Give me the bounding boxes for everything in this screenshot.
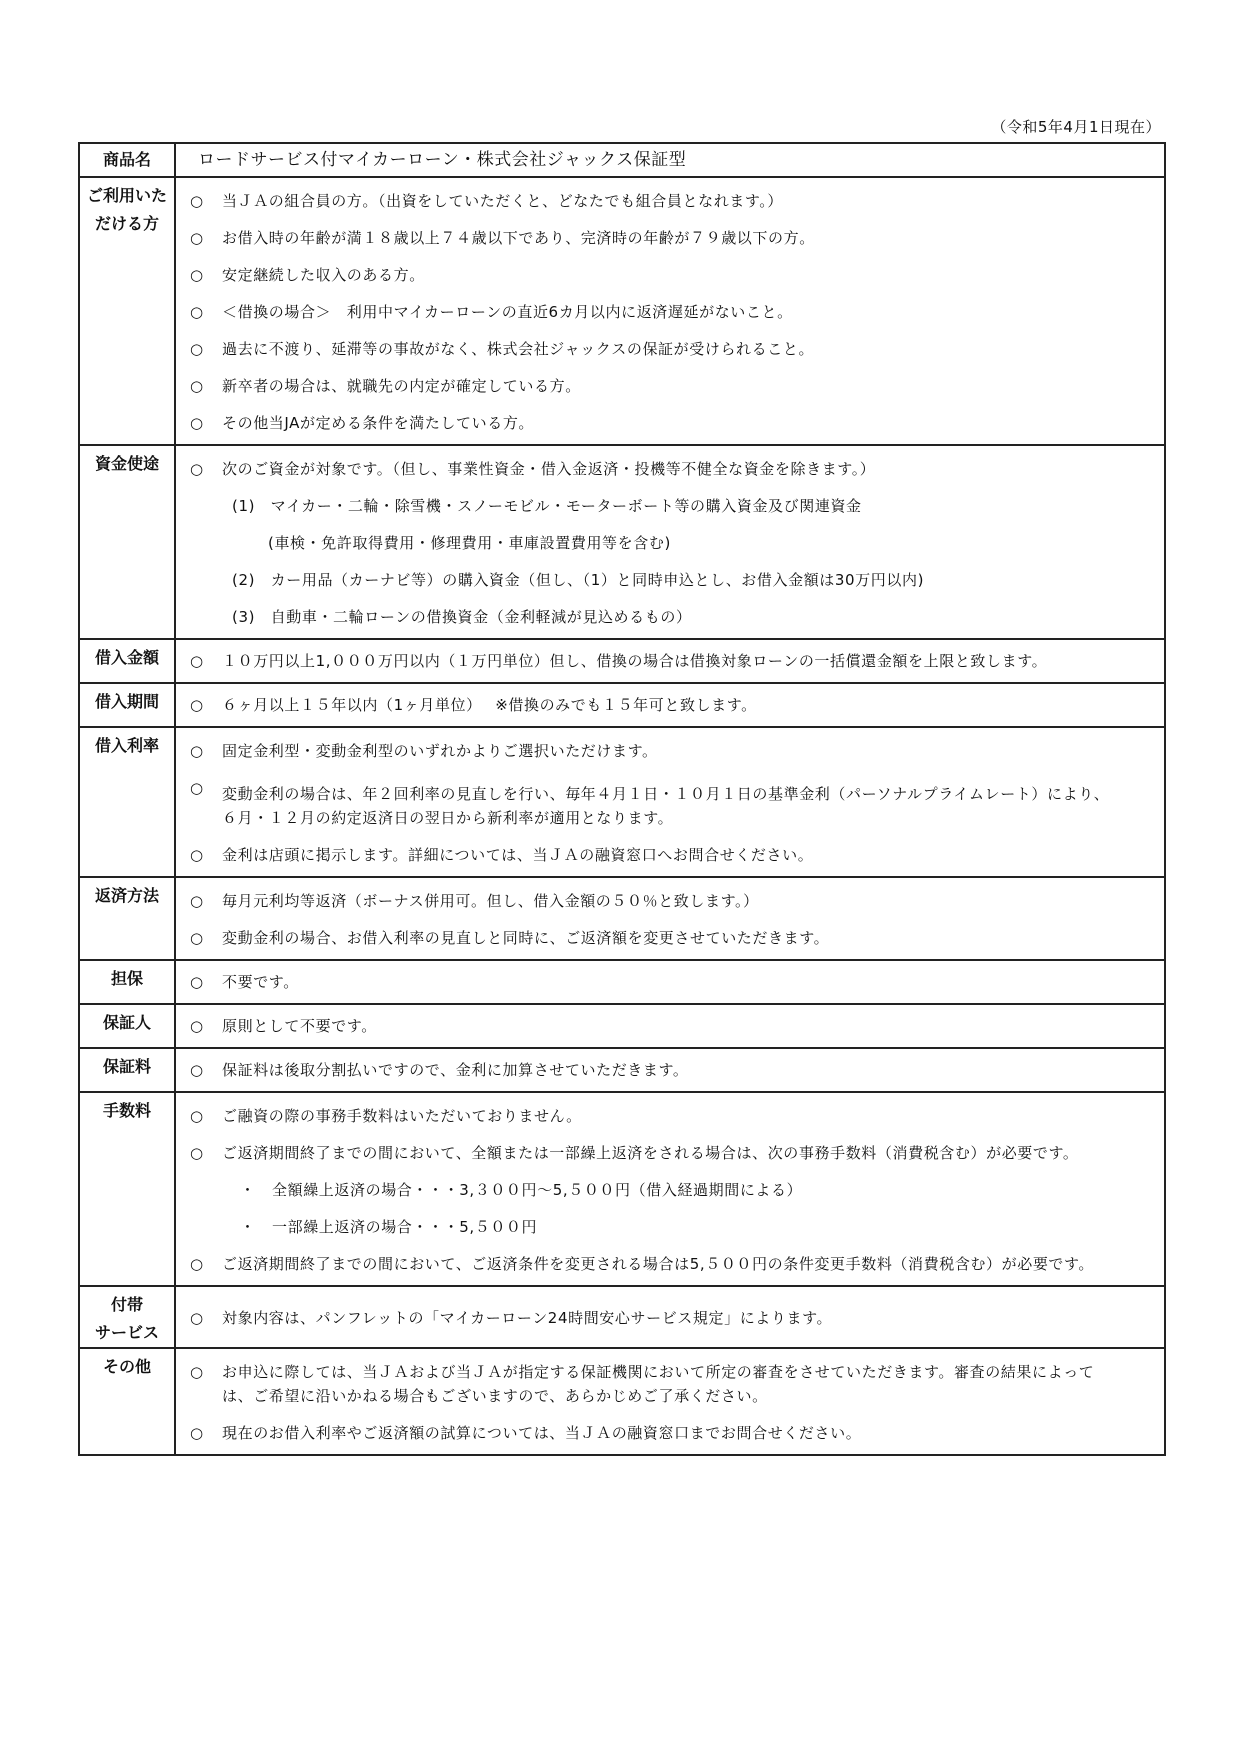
rate-item bbox=[190, 776, 1152, 830]
label-amount: 借入金額 bbox=[79, 639, 175, 683]
fees-item: ○ ご返済期間終了までの間において、ご返済条件を変更される場合は5,５００円の条件変更手数料（消費税含む）が必要です。 bbox=[190, 1252, 1152, 1276]
bullet-circle: ○ bbox=[190, 340, 204, 358]
product-name: ロードサービス付マイカーローン・株式会社ジャックス保証型 bbox=[175, 143, 1165, 177]
bullet-circle: ○ bbox=[190, 303, 204, 321]
label-eligibility bbox=[79, 177, 175, 445]
label-guarantor: 保証人 bbox=[79, 1004, 175, 1048]
label-eligibility-line1: ご利用いた bbox=[86, 186, 167, 205]
rate-item2-line2: ６月・１２月の約定返済日の翌日から新利率が適用となります。 bbox=[222, 809, 674, 827]
date-note: （令和5年4月1日現在） bbox=[991, 118, 1161, 136]
label-guarantee-fee: 保証料 bbox=[79, 1048, 175, 1092]
rate-item: ○ 固定金利型・変動金利型のいずれかよりご選択いただけます。 bbox=[190, 739, 1152, 763]
row-collateral bbox=[79, 960, 1165, 1004]
row-fees bbox=[79, 1092, 1165, 1286]
bullet-circle: ○ bbox=[190, 266, 204, 284]
repayment-item: ○ 変動金利の場合、お借入利率の見直しと同時に、ご返済額を変更させていただきます。 bbox=[190, 926, 1152, 950]
service-item: ○ 対象内容は、パンフレットの「マイカーローン24時間安心サービス規定」によります。 bbox=[190, 1306, 1152, 1330]
bullet-circle: ○ bbox=[190, 414, 204, 432]
purpose-content bbox=[175, 445, 1165, 639]
bullet-circle: ○ bbox=[190, 1255, 204, 1273]
label-rate: 借入利率 bbox=[79, 727, 175, 877]
guarantee-fee-item: ○ 保証料は後取分割払いですので、金利に加算させていただきます。 bbox=[190, 1058, 1152, 1082]
fees-content bbox=[175, 1092, 1165, 1286]
collateral-content bbox=[175, 960, 1165, 1004]
repayment-content bbox=[175, 877, 1165, 960]
other-item: ○ 現在のお借入利率やご返済額の試算については、当ＪＡの融資窓口までお問合せください。 bbox=[190, 1421, 1152, 1445]
collateral-item: ○ 不要です。 bbox=[190, 970, 1152, 994]
other-item1-line2: は、ご希望に沿いかねる場合もございますので、あらかじめご了承ください。 bbox=[222, 1387, 768, 1405]
label-service-line1: 付帯 bbox=[110, 1295, 143, 1314]
bullet-circle: ○ bbox=[190, 1017, 204, 1035]
rate-content bbox=[175, 727, 1165, 877]
row-repayment bbox=[79, 877, 1165, 960]
bullet-circle: ○ bbox=[190, 377, 204, 395]
eligibility-item: ○ その他当JAが定める条件を満たしている方。 bbox=[190, 411, 1152, 435]
label-repayment: 返済方法 bbox=[79, 877, 175, 960]
bullet-circle: ○ bbox=[190, 1424, 204, 1442]
fees-full-prepay: ・ 全額繰上返済の場合・・・3,３００円～5,５００円（借入経過期間による） bbox=[190, 1178, 1152, 1202]
purpose-sub2: (2) カー用品（カーナビ等）の購入資金（但し、（1）と同時申込とし、お借入金額は30万円以内) bbox=[232, 571, 925, 589]
bullet-circle: ○ bbox=[190, 846, 204, 864]
label-eligibility-line2: だける方 bbox=[94, 214, 159, 233]
label-purpose: 資金使途 bbox=[79, 445, 175, 639]
row-period bbox=[79, 683, 1165, 727]
period-content bbox=[175, 683, 1165, 727]
bullet-circle: ○ bbox=[190, 973, 204, 991]
bullet-circle: ○ bbox=[190, 779, 204, 797]
row-product bbox=[79, 143, 1165, 177]
bullet-dot: ・ bbox=[240, 1218, 256, 1236]
bullet-circle: ○ bbox=[190, 742, 204, 760]
bullet-circle: ○ bbox=[190, 652, 204, 670]
fees-partial-prepay: ・ 一部繰上返済の場合・・・5,５００円 bbox=[190, 1215, 1152, 1239]
repayment-item: ○ 毎月元利均等返済（ボーナス併用可。但し、借入金額の５０％と致します。） bbox=[190, 889, 1152, 913]
loan-spec-table bbox=[78, 142, 1166, 1456]
bullet-circle: ○ bbox=[190, 1363, 204, 1381]
label-service-line2: サービス bbox=[94, 1323, 159, 1342]
amount-content bbox=[175, 639, 1165, 683]
bullet-circle: ○ bbox=[190, 1061, 204, 1079]
other-content bbox=[175, 1348, 1165, 1455]
label-period: 借入期間 bbox=[79, 683, 175, 727]
bullet-circle: ○ bbox=[190, 229, 204, 247]
label-service bbox=[79, 1286, 175, 1348]
bullet-circle: ○ bbox=[190, 892, 204, 910]
bullet-circle: ○ bbox=[190, 460, 204, 478]
bullet-dot: ・ bbox=[240, 1181, 256, 1199]
fees-item: ○ ご融資の際の事務手数料はいただいておりません。 bbox=[190, 1104, 1152, 1128]
bullet-circle: ○ bbox=[190, 1144, 204, 1162]
fees-item: ○ ご返済期間終了までの間において、全額または一部繰上返済をされる場合は、次の事務手数料（消費税含む）が必要です。 bbox=[190, 1141, 1152, 1165]
amount-item: ○ １０万円以上1,０００万円以内（１万円単位）但し、借換の場合は借換対象ローンの一括償還金額を上限と致します。 bbox=[190, 649, 1152, 673]
other-item1-line1: お申込に際しては、当ＪＡおよび当ＪＡが指定する保証機関において所定の審査をさせていただきます。審査の結果によって bbox=[222, 1363, 1095, 1381]
row-purpose bbox=[79, 445, 1165, 639]
row-other bbox=[79, 1348, 1165, 1455]
eligibility-item: ○ 過去に不渡り、延滞等の事故がなく、株式会社ジャックスの保証が受けられること。 bbox=[190, 337, 1152, 361]
bullet-circle: ○ bbox=[190, 696, 204, 714]
bullet-circle: ○ bbox=[190, 929, 204, 947]
rate-item2-line1: 変動金利の場合は、年２回利率の見直しを行い、毎年４月１日・１０月１日の基準金利（パーソナルプライムレート）により、 bbox=[222, 785, 1110, 803]
label-other: その他 bbox=[79, 1348, 175, 1455]
row-guarantor bbox=[79, 1004, 1165, 1048]
bullet-circle: ○ bbox=[190, 192, 204, 210]
row-amount bbox=[79, 639, 1165, 683]
other-item bbox=[190, 1360, 1152, 1408]
row-service bbox=[79, 1286, 1165, 1348]
row-rate bbox=[79, 727, 1165, 877]
rate-item: ○ 金利は店頭に掲示します。詳細については、当ＪＡの融資窓口へお問合せください。 bbox=[190, 843, 1152, 867]
eligibility-item: ○ 当ＪＡの組合員の方。（出資をしていただくと、どなたでも組合員となれます。） bbox=[190, 189, 1152, 213]
eligibility-item: ○ 安定継続した収入のある方。 bbox=[190, 263, 1152, 287]
purpose-intro: ○ 次のご資金が対象です。（但し、事業性資金・借入金返済・投機等不健全な資金を除きます。） bbox=[190, 457, 1152, 481]
guarantor-content bbox=[175, 1004, 1165, 1048]
eligibility-item: ○ ＜借換の場合＞ 利用中マイカーローンの直近6カ月以内に返済遅延がないこと。 bbox=[190, 300, 1152, 324]
bullet-circle: ○ bbox=[190, 1107, 204, 1125]
service-content bbox=[175, 1286, 1165, 1348]
purpose-sub3: (3) 自動車・二輪ローンの借換資金（金利軽減が見込めるもの） bbox=[232, 608, 692, 626]
eligibility-item: ○ お借入時の年齢が満１８歳以上７４歳以下であり、完済時の年齢が７９歳以下の方。 bbox=[190, 226, 1152, 250]
guarantee-fee-content bbox=[175, 1048, 1165, 1092]
guarantor-item: ○ 原則として不要です。 bbox=[190, 1014, 1152, 1038]
label-fees: 手数料 bbox=[79, 1092, 175, 1286]
eligibility-content bbox=[175, 177, 1165, 445]
period-item: ○ ６ヶ月以上１５年以内（1ヶ月単位） ※借換のみでも１５年可と致します。 bbox=[190, 693, 1152, 717]
row-guarantee-fee bbox=[79, 1048, 1165, 1092]
label-collateral: 担保 bbox=[79, 960, 175, 1004]
bullet-circle: ○ bbox=[190, 1309, 204, 1327]
purpose-sub1-note: (車検・免許取得費用・修理費用・車庫設置費用等を含む) bbox=[268, 534, 671, 552]
row-eligibility bbox=[79, 177, 1165, 445]
purpose-sub1: (1) マイカー・二輪・除雪機・スノーモビル・モーターボート等の購入資金及び関連資金 bbox=[232, 497, 862, 515]
eligibility-item: ○ 新卒者の場合は、就職先の内定が確定している方。 bbox=[190, 374, 1152, 398]
label-product: 商品名 bbox=[79, 143, 175, 177]
